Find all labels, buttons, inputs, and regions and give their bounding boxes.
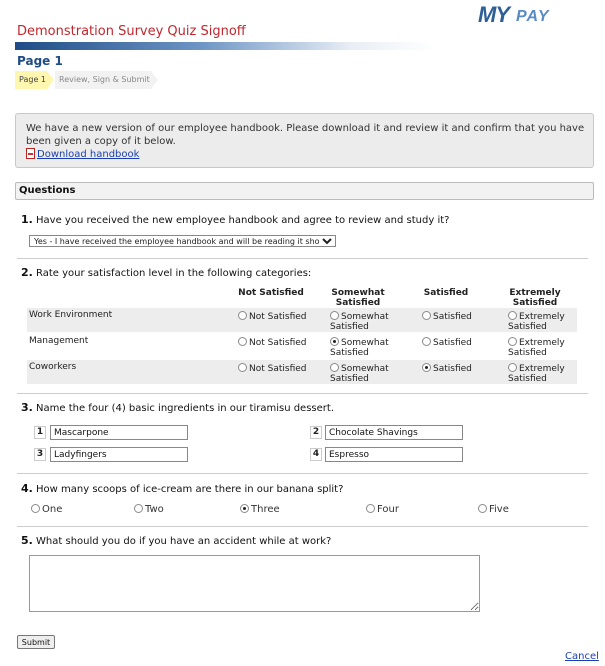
option-two[interactable]: Two bbox=[134, 504, 164, 515]
question-1-text: Have you received the new employee handbook and agree to review and study it? bbox=[36, 215, 450, 226]
option-satisfied[interactable]: Satisfied bbox=[422, 337, 472, 348]
option-extremely-satisfied[interactable]: Extremely Satisfied bbox=[508, 312, 565, 332]
ingredient-number: 4 bbox=[310, 448, 322, 461]
divider bbox=[17, 526, 588, 527]
question-3-text: Name the four (4) basic ingredients in our tiramisu dessert. bbox=[36, 403, 334, 414]
question-3 bbox=[21, 401, 334, 414]
matrix-row-management bbox=[27, 334, 577, 358]
question-1 bbox=[21, 213, 449, 226]
radio-button[interactable] bbox=[238, 337, 247, 346]
option-extremely-satisfied[interactable]: Extremely Satisfied bbox=[508, 364, 565, 384]
logo-my: MY bbox=[478, 2, 509, 27]
question-3-number: 3. bbox=[21, 401, 33, 414]
page-heading: Page 1 bbox=[17, 54, 63, 68]
option-five[interactable]: Five bbox=[478, 504, 509, 515]
questions-section-header: Questions bbox=[15, 182, 594, 200]
divider bbox=[17, 393, 588, 394]
cancel-link[interactable]: Cancel bbox=[565, 651, 599, 662]
question-5-number: 5. bbox=[21, 534, 33, 547]
radio-button[interactable] bbox=[31, 504, 40, 513]
radio-button[interactable] bbox=[134, 504, 143, 513]
option-not-satisfied[interactable]: Not Satisfied bbox=[238, 337, 307, 348]
divider bbox=[17, 258, 588, 259]
matrix-row-label: Management bbox=[29, 336, 89, 346]
radio-button[interactable] bbox=[330, 337, 339, 346]
question-4 bbox=[21, 482, 343, 495]
radio-button[interactable] bbox=[508, 311, 517, 320]
matrix-row-label: Work Environment bbox=[29, 310, 113, 320]
breadcrumb-step-review[interactable]: Review, Sign & Submit bbox=[55, 71, 151, 89]
option-four[interactable]: Four bbox=[366, 504, 399, 515]
question-5-text: What should you do if you have an accident while at work? bbox=[36, 536, 332, 547]
radio-button[interactable] bbox=[240, 504, 249, 513]
question-4-number: 4. bbox=[21, 482, 33, 495]
column-header-somewhat-satisfied: Somewhat Satisfied bbox=[331, 288, 385, 308]
intro-box bbox=[15, 113, 594, 168]
radio-button[interactable] bbox=[366, 504, 375, 513]
title-underline-bar bbox=[15, 42, 435, 50]
submit-button[interactable]: Submit bbox=[17, 635, 55, 649]
option-somewhat-satisfied[interactable]: Somewhat Satisfied bbox=[330, 338, 389, 358]
question-1-number: 1. bbox=[21, 213, 33, 226]
radio-button[interactable] bbox=[238, 311, 247, 320]
radio-button[interactable] bbox=[508, 337, 517, 346]
option-extremely-satisfied[interactable]: Extremely Satisfied bbox=[508, 338, 565, 358]
question-1-select[interactable] bbox=[29, 235, 336, 247]
radio-button[interactable] bbox=[508, 363, 517, 372]
question-5-answer-textarea[interactable] bbox=[29, 555, 480, 612]
ingredient-number: 3 bbox=[34, 448, 46, 461]
radio-button[interactable] bbox=[330, 311, 339, 320]
question-5 bbox=[21, 534, 331, 547]
download-handbook-link[interactable]: Download handbook bbox=[37, 149, 140, 160]
option-satisfied[interactable]: Satisfied bbox=[422, 311, 472, 322]
divider bbox=[17, 473, 588, 474]
question-4-text: How many scoops of ice-cream are there in our banana split? bbox=[36, 484, 344, 495]
ingredient-1-input[interactable] bbox=[50, 425, 188, 440]
radio-button[interactable] bbox=[422, 311, 431, 320]
column-header-extremely-satisfied: Extremely Satisfied bbox=[509, 288, 561, 308]
question-2-text: Rate your satisfaction level in the following categories: bbox=[36, 268, 312, 279]
radio-button[interactable] bbox=[422, 363, 431, 372]
ingredient-3-input[interactable] bbox=[50, 447, 188, 462]
option-satisfied[interactable]: Satisfied bbox=[422, 363, 472, 374]
option-one[interactable]: One bbox=[31, 504, 62, 515]
ingredient-number: 2 bbox=[310, 426, 322, 439]
option-somewhat-satisfied[interactable]: Somewhat Satisfied bbox=[330, 312, 389, 332]
survey-title: Demonstration Survey Quiz Signoff bbox=[17, 24, 246, 39]
column-header-satisfied: Satisfied bbox=[423, 288, 469, 298]
logo-pay: PAY bbox=[516, 8, 550, 25]
radio-button[interactable] bbox=[478, 504, 487, 513]
matrix-row-label: Coworkers bbox=[29, 362, 77, 372]
matrix-row-coworkers bbox=[27, 360, 577, 384]
pdf-icon bbox=[26, 148, 35, 159]
breadcrumb-step-page1[interactable]: Page 1 bbox=[15, 71, 47, 89]
ingredient-number: 1 bbox=[34, 426, 46, 439]
ingredient-2-input[interactable] bbox=[325, 425, 463, 440]
option-not-satisfied[interactable]: Not Satisfied bbox=[238, 311, 307, 322]
intro-text: We have a new version of our employee handbook. Please download it and review it and confirm that you have been given a copy of it below. bbox=[26, 123, 585, 147]
option-three[interactable]: Three bbox=[240, 504, 280, 515]
ingredient-4-input[interactable] bbox=[325, 447, 463, 462]
mypay-logo bbox=[478, 2, 602, 28]
radio-button[interactable] bbox=[422, 337, 431, 346]
question-2 bbox=[21, 266, 311, 279]
column-header-not-satisfied: Not Satisfied bbox=[238, 288, 304, 298]
radio-button[interactable] bbox=[238, 363, 247, 372]
option-somewhat-satisfied[interactable]: Somewhat Satisfied bbox=[330, 364, 389, 384]
question-2-number: 2. bbox=[21, 266, 33, 279]
option-not-satisfied[interactable]: Not Satisfied bbox=[238, 363, 307, 374]
radio-button[interactable] bbox=[330, 363, 339, 372]
matrix-row-work-environment bbox=[27, 308, 577, 332]
